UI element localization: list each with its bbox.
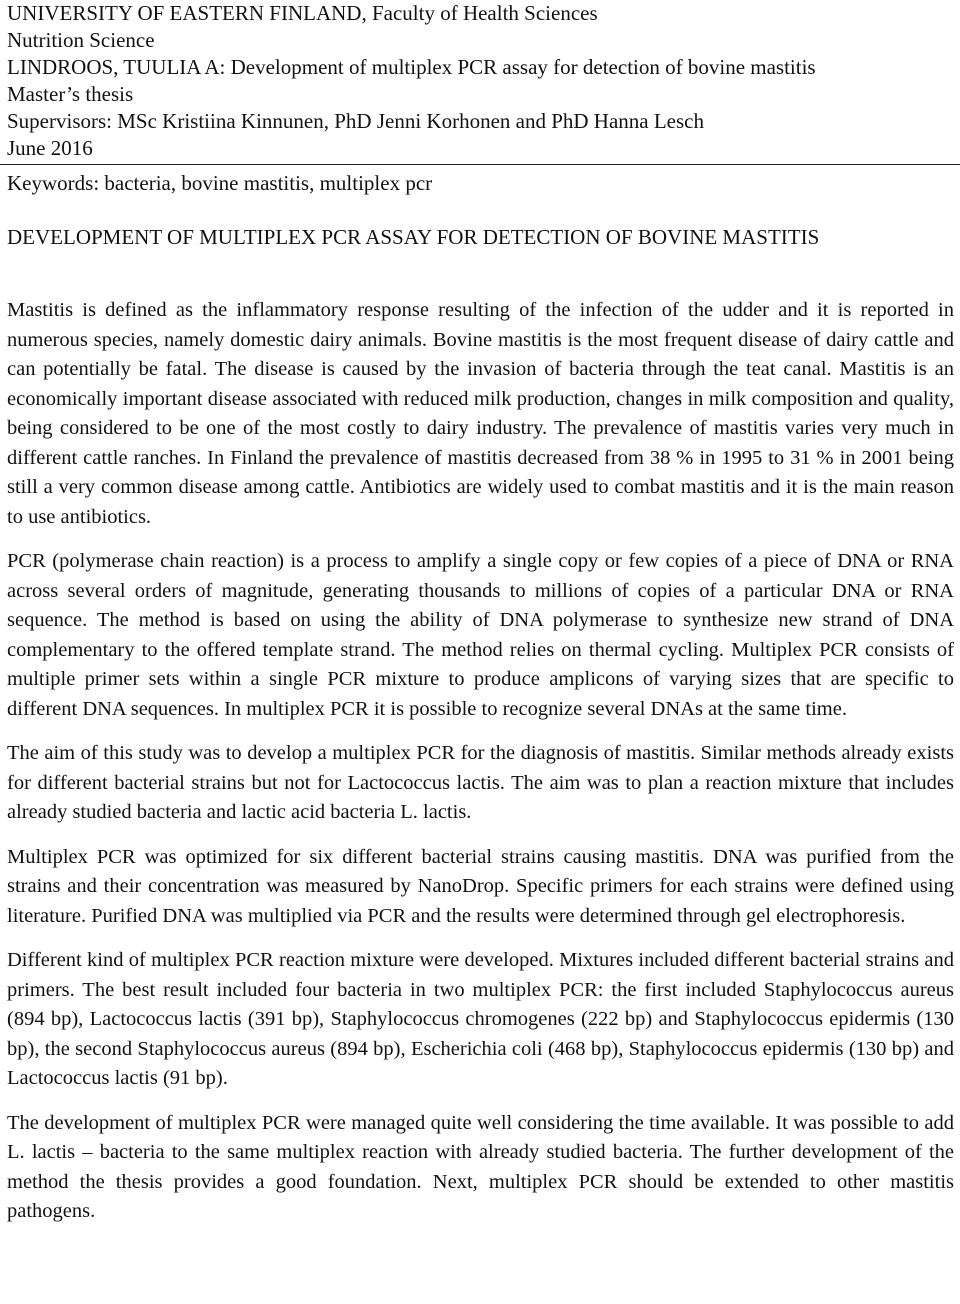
keywords-line: Keywords: bacteria, bovine mastitis, multiplex pcr (7, 171, 433, 195)
thesis-header (7, 0, 954, 162)
date-line: June 2016 (7, 136, 93, 160)
thesis-type-line: Master’s thesis (7, 82, 134, 106)
department-line: Nutrition Science (7, 28, 155, 52)
author-title-line: LINDROOS, TUULIA A: Development of multiplex PCR assay for detection of bovine mastitis (7, 55, 816, 79)
university-line: UNIVERSITY OF EASTERN FINLAND, Faculty of Health Sciences (7, 1, 598, 25)
paragraph-study-aim: The aim of this study was to develop a multiplex PCR for the diagnosis of mastitis. Similar methods already exists for different bacterial strains but not for Lactococcus lactis. The aim was to plan a reaction mixture that includes already studied bacteria and lactic acid bacteria L. lactis. (7, 742, 954, 823)
supervisors-line: Supervisors: MSc Kristiina Kinnunen, PhD Jenni Korhonen and PhD Hanna Lesch (7, 109, 704, 133)
paragraph-results: Different kind of multiplex PCR reaction mixture were developed. Mixtures included different bacterial strains and primers. The best result included four bacteria in two multiplex PCR: the first included Staphylococcus aureus (894 bp), Lactococcus lactis (391 bp), Staphylococcus chromogenes (222 bp) and Staphylococcus epidermis (130 bp), the second Staphylococcus aureus (894 bp), Escherichia coli (468 bp), Staphylococcus epidermis (130 bp) and Lactococcus lactis (91 bp). (7, 949, 954, 1089)
abstract-title: DEVELOPMENT OF MULTIPLEX PCR ASSAY FOR DETECTION OF BOVINE MASTITIS (7, 225, 820, 249)
abstract-body (7, 296, 954, 1227)
paragraph-mastitis-intro: Mastitis is defined as the inflammatory response resulting of the infection of the udder and it is reported in numerous species, namely domestic dairy animals. Bovine mastitis is the most frequent disease of dairy cattle and can potentially be fatal. The disease is caused by the invasion of bacteria through the teat canal. Mastitis is an economically important disease associated with reduced milk production, changes in milk composition and quality, being considered to be one of the most costly to dairy industry. The prevalence of mastitis varies very much in different cattle ranches. In Finland the prevalence of mastitis decreased from 38 % in 1995 to 31 % in 2001 being still a very common disease among cattle. Antibiotics are widely used to combat mastitis and it is the main reason to use antibiotics. (7, 299, 954, 528)
paragraph-conclusions: The development of multiplex PCR were managed quite well considering the time available. It was possible to add L. lactis – bacteria to the same multiplex reaction with already studied bacteria. The further development of the method the thesis provides a good foundation. Next, multiplex PCR should be extended to other mastitis pathogens. (7, 1111, 954, 1222)
header-divider (0, 164, 960, 165)
paragraph-pcr-description: PCR (polymerase chain reaction) is a process to amplify a single copy or few copies of a piece of DNA or RNA across several orders of magnitude, generating thousands to millions of copies of a particular DNA or RNA sequence. The method is based on using the ability of DNA polymerase to synthesize new strand of DNA complementary to the offered template strand. The method relies on thermal cycling. Multiplex PCR consists of multiple primer sets within a single PCR mixture to produce amplicons of varying sizes that are specific to different DNA sequences. In multiplex PCR it is possible to recognize several DNAs at the same time. (7, 550, 954, 720)
paragraph-methods: Multiplex PCR was optimized for six different bacterial strains causing mastitis. DNA was purified from the strains and their concentration was measured by NanoDrop. Specific primers for each strains were defined using literature. Purified DNA was multiplied via PCR and the results were determined through gel electrophoresis. (7, 845, 954, 927)
